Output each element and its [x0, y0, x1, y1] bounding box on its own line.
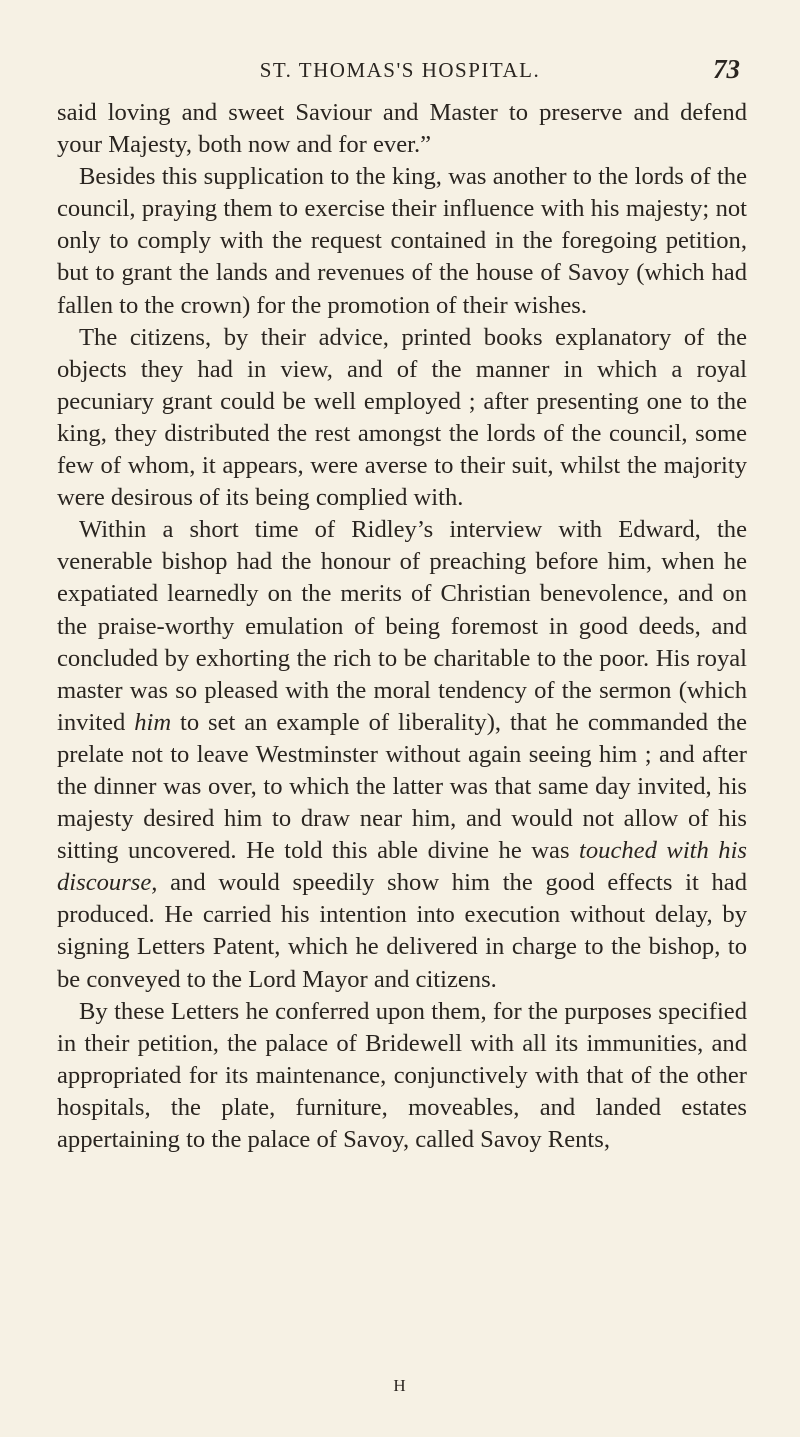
running-title: ST. THOMAS'S HOSPITAL. [259, 58, 541, 82]
italic-text: touched with his discourse, [57, 837, 747, 897]
paragraph [57, 996, 747, 1156]
paragraph-text: The citizens, by their advice, printed books explanatory of the objects they had in view, and of the manner in which a royal pecuniary grant could be well employed ; after presenting one to the king, they distributed the rest amongst the lords of the council, some few of whom, it appears, were averse to their suit, whilst the majority were desirous of its being complied with. [57, 323, 747, 512]
paragraph-text: By these Letters he conferred upon them, for the purposes specified in their petition, the palace of Bridewell with all its immunities, and appropriated for its maintenance, conjunctively with that of the other hospitals, the plate, furniture, moveables, and landed estates appertaining to the palace of Savoy, called Savoy Rents, [57, 997, 747, 1153]
paragraph-text: and would speedily show him the good effects it had produced. He carried his intention into execution without delay, by signing Letters Patent, which he delivered in charge to the bishop, to be conveyed to the Lord Mayor and citizens. [57, 869, 747, 993]
paragraph [57, 161, 747, 321]
page-number: 73 [713, 54, 740, 84]
signature-mark: H [393, 1376, 407, 1395]
body-text [57, 97, 747, 1156]
italic-text: him [134, 708, 172, 736]
paragraph [57, 514, 747, 995]
paragraph-text: Besides this supplication to the king, was another to the lords of the council, praying them to exercise their influence with his majesty; not only to comply with the request contained in the foregoing petition, but to grant the lands and revenues of the house of Savoy (which had fallen to the crown) for the promotion of their wishes. [57, 163, 747, 319]
paragraph [57, 97, 747, 161]
paragraph-text: to set an example of liberality), that he commanded the prelate not to leave Westminster without again seeing him ; and after the dinner was over, to which the latter was that same day invited, his majesty desired him to draw near him, and would not allow of his sitting uncovered. He told this able divine he was [57, 708, 747, 865]
paragraph [57, 322, 747, 515]
paragraph-text: said loving and sweet Saviour and Master to preserve and defend your Majesty, both now and for ever.” [57, 99, 747, 159]
paragraph-text: Within a short time of Ridley’s interview with Edward, the venerable bishop had the honour of preaching before him, when he expatiated learnedly on the merits of Christian benevolence, and on the praise-worthy emulation of being foremost in good deeds, and concluded by exhorting the rich to be charitable to the poor. His royal master was so pleased with the moral tendency of the sermon (which invited [57, 516, 747, 736]
running-head [0, 54, 800, 92]
